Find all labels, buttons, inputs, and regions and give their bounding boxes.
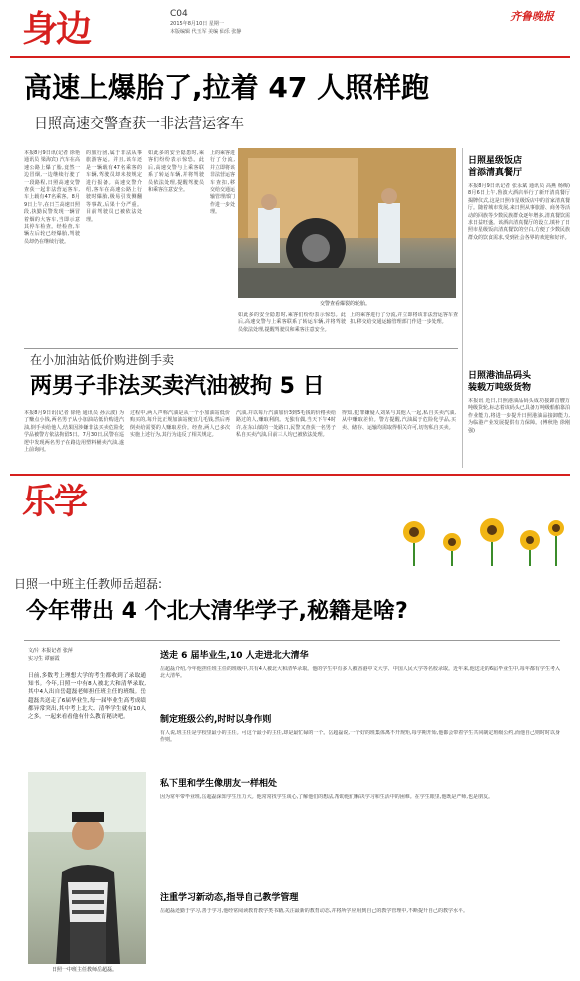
page-number: C04 bbox=[170, 9, 188, 19]
article1-col6: 上的乘客进行了分流,并立即将该非法营运客车查扣,移交给交通运输管理部门作进一步处理。 bbox=[350, 312, 458, 326]
subhead-3: 私下里和学生像朋友一样相处 bbox=[160, 779, 278, 789]
subhead-2: 制定班级公约,时时以身作则 bbox=[160, 715, 272, 725]
paper-logo: 齐鲁晚报 bbox=[510, 10, 554, 23]
sidebar2-body: 本报讯 近日,日照港油品码头成功接卸首艘万吨级货轮,标志着该码头已具备万吨级船舶靠泊作业能力,将进一步提升日照港油品接卸能力,为临港产业发展提供有力保障。(傅秋艳 徐刚强) bbox=[468, 398, 570, 434]
masthead-rule bbox=[10, 56, 570, 58]
article1-subhead: 日照高速交警查获一非法营运客车 bbox=[34, 116, 244, 132]
article3-kicker: 日照一中班主任教师岳超磊: bbox=[14, 577, 163, 591]
article2-top-rule bbox=[24, 348, 458, 349]
police-checking-tire-image bbox=[238, 148, 456, 298]
article3-byline2: 实习生 谭丽霞 bbox=[28, 656, 60, 662]
subhead-4: 注重学习新动态,指导自己教学管理 bbox=[160, 893, 299, 903]
sidebar2 bbox=[468, 370, 570, 470]
article1-col1: 本报8月9日讯(记者 徐艳 通讯员 梁海宾) 汽车在高速公路上爆了胎,竟然一边冒烟,一边继续行驶了一段路程,日照高速交警查获一起非法营运客车,车上载有47名乘客。8月9日上午,在日兰高速日照段,执勤民警发现一辆冒着烟的大客车,当即示意其停车检查。经检查,车辆左后轮已经爆胎,驾驶员却仍在继续行驶。 bbox=[24, 150, 80, 245]
article1-headline: 高速上爆胎了,拉着 47 人照样跑 bbox=[24, 71, 430, 104]
article2-col4: 得知,犯罪嫌疑人刘某与其他人一起,私自买卖汽油,从中赚取差价。警方提醒,汽油属于危险化学品,买卖、储存、运输均需取得相关许可,切勿私自买卖。 bbox=[342, 410, 456, 431]
article2-col3: 汽油,并以每斤汽油加价3到5毛钱的价格卖给路过的人,赚取利润。无独有偶,当天下午4时许,在东山镇的一处路口,民警又查获一名男子私自买卖汽油,目前三人均已被依法处理。 bbox=[236, 410, 336, 439]
article3-headline: 今年带出 4 个北大清华学子,秘籍是啥? bbox=[26, 599, 408, 624]
editor-line: 本版编辑 代玉军 美编 仙乐 张静 bbox=[170, 29, 242, 35]
article1-photo-caption: 交警查看爆裂的轮胎。 bbox=[320, 301, 371, 307]
section2-rule bbox=[10, 474, 570, 476]
article3-intro: 日前,多数考上理想大学的考生都收到了录取通知书。今年,日照一中有8人被北大和清华录取,其中4人出自岳超磊老师担任班主任的班级。岳超磊共送走了6届毕业生,每一届毕业生高考成绩都异常突出,其中考上北大、清华学生就有10人之多。一起来看看他有什么教育秘诀吧。 bbox=[28, 673, 146, 721]
teacher-photo-caption: 日照一中班主任教师岳超磊。 bbox=[52, 967, 118, 973]
sidebar1-title-line2: 首添清真餐厅 bbox=[468, 168, 523, 178]
article3-byline1: 文/片 本报记者 张萍 bbox=[28, 648, 73, 654]
article1-photo bbox=[238, 148, 456, 298]
sunflower-icon bbox=[384, 512, 570, 566]
sidebar2-title-line2: 装载万吨级货物 bbox=[468, 383, 532, 393]
section2-title: 乐学 bbox=[22, 482, 86, 522]
subhead-1-body: 岳超磊介绍,今年他担任班主任的班级中,共有4人被北大和清华录取。他的学生中有多人被香港中文大学、中国人民大学等名校录取。近年来,他送走的6届毕业生中,每年都有学生考入北大清华。 bbox=[160, 666, 560, 680]
teacher-portrait-image bbox=[28, 772, 146, 964]
date-line: 2015年8月10日 星期一 bbox=[170, 21, 224, 27]
subhead-1: 送走 6 届毕业生,10 人走进北大清华 bbox=[160, 651, 309, 661]
subhead-2-body: 有人说,班主任是学校里最小的主任。可这个最小的主任,却是最忙碌的一个。岳超磊说,一个好的班集体离不开规矩,每学期开始,他都会带着学生共同制定班级公约,而他自己则时时以身作则。 bbox=[160, 730, 560, 744]
section-title: 身边 bbox=[22, 9, 91, 50]
sidebar2-title-line1: 日照港油品码头 bbox=[468, 371, 532, 381]
article2-col2: 过程中,两人声称汽油是从一个小加油站低价购买的,每升比正规加油站便宜几毛钱,然后再倒卖给需要的人赚取差价。经查,两人已多次实施上述行为,其行为违反了相关规定。 bbox=[130, 410, 230, 439]
subhead-4-body: 岳超磊还勤于学习,善于学习,他经常阅读教育教学类书籍,关注最新的教育动态,并将所学应用到自己的教学管理中,不断提升自己的教学水平。 bbox=[160, 908, 468, 914]
article1-col2: 的旅行团,属于非法从事旅游客运。并且,该车还是一辆载有47名乘客的车辆,驾驶员却未按规定进行报备。高速交警介绍,客车在高速公路上行驶时爆胎,极易引发侧翻等事故,后果十分严重。目前驾驶员已被依法处理。 bbox=[86, 150, 142, 223]
article1-col4: 上的乘客进行了分流,并立即将该非法营运客车查扣,移交给交通运输管理部门作进一步处理。 bbox=[210, 150, 235, 216]
article1-col3: 如此多的安全隐患时,乘客们纷纷表示惊恐。此后,高速交警与上乘客联系了转运车辆,并将驾驶员依法处理,提醒驾驶员和乘客注意安全。 bbox=[148, 150, 204, 194]
sidebar-divider bbox=[462, 148, 463, 468]
sidebar1-body: 本报8月9日讯记者 张永斌 通讯员 高燕 杨梅) 8月6日上午,鲁波大酒店举行了新开清真餐厅揭牌仪式,这是日照市星级饭店中的首家清真餐厅。随着城市发展,来日照从事旅游、商务等活动的回族等少数民族群众逐年增多,清真餐饮需求日益旺盛。该酒店清真餐厅的设立,填补了日照市星级饭店清真餐饮的空白,方便了少数民族群众的饮食需求,受到社会各界的欢迎和好评。 bbox=[468, 183, 570, 241]
sidebar1-title-line1: 日照星级饭店 bbox=[468, 156, 523, 166]
sunflower-decoration bbox=[384, 512, 570, 566]
teacher-photo bbox=[28, 772, 146, 964]
article2-headline: 两男子非法买卖汽油被拘 5 日 bbox=[30, 374, 325, 399]
article3-rule bbox=[24, 640, 560, 641]
article1-col5: 如此多的安全隐患时,乘客们纷纷表示惊恐。此后,高速交警与上乘客联系了转运车辆,并将驾驶员依法处理,提醒驾驶员和乘客注意安全。 bbox=[238, 312, 346, 333]
subhead-3-body: 因为常年带毕业班,岳超磊深知学生压力大。他常常找学生谈心,了解他们的想法,帮助他们解决学习和生活中的困难。在学生眼里,他既是严师,也是朋友。 bbox=[160, 794, 493, 800]
article2-kicker: 在小加油站低价购进倒手卖 bbox=[30, 353, 175, 367]
sidebar1 bbox=[468, 155, 570, 358]
article2-col1: 本报8月9日讯(记者 徐艳 通讯员 孙云波) 为了赚点小钱,两名男子从小加油站低价购进汽油,倒手卖给他人,结果因涉嫌非法买卖危险化学品被警方依法拘留5日。7月30日,民警在巡逻中发现两名男子在路边用塑料桶卖汽油,遂上前询问。 bbox=[24, 410, 124, 454]
